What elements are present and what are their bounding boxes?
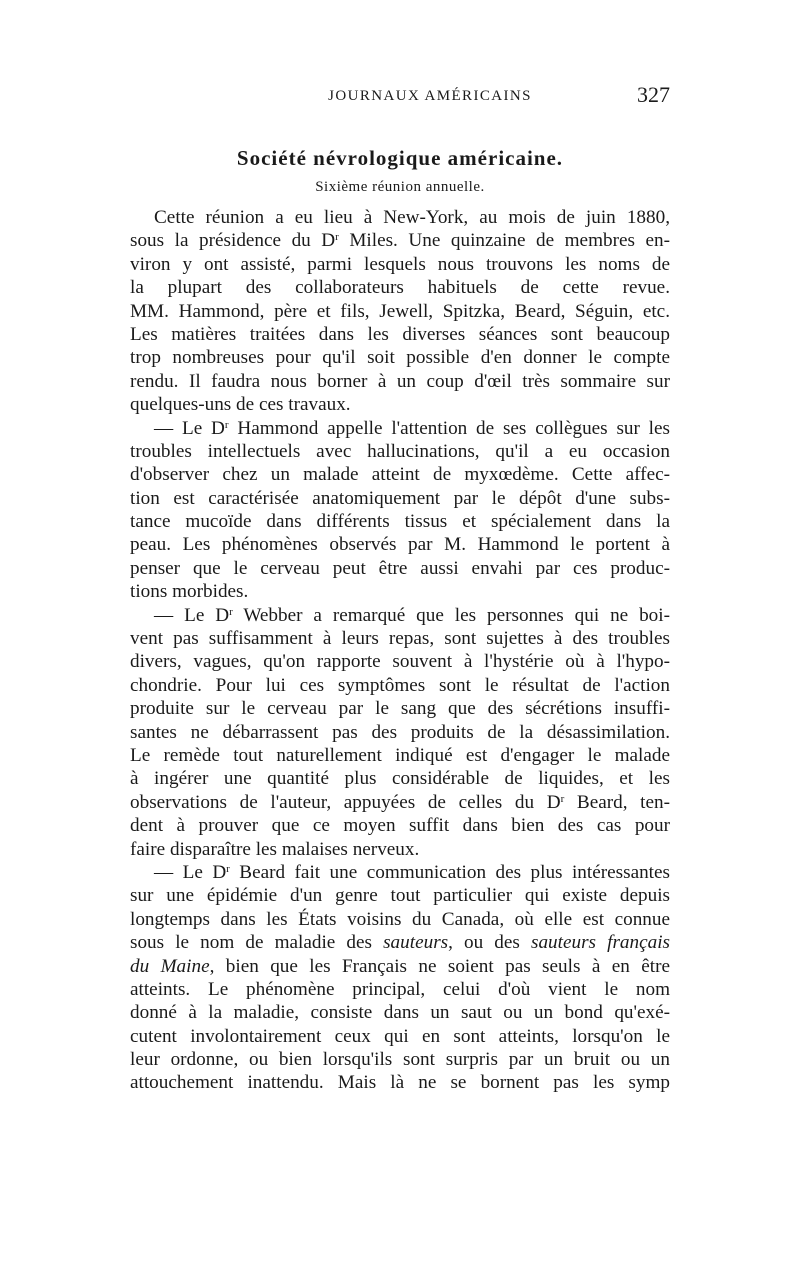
text-line: divers, vagues, qu'on rapporte souvent à l'hystérie où à l'hypo- <box>130 651 670 673</box>
text-line: Cette réunion a eu lieu à New-York, au mois de juin 1880, <box>154 207 670 228</box>
text-line: attouchement inattendu. Mais là ne se bornent pas les symp <box>130 1072 670 1094</box>
text-line: viron y ont assisté, parmi lesquels nous trouvons les noms de <box>130 253 670 275</box>
text-line: tion est caractérisée anatomiquement par le dépôt d'une subs- <box>130 487 670 509</box>
text-line: vent pas suffisamment à leurs repas, sont sujettes à des troubles <box>130 628 670 650</box>
text-line: dent à prouver que ce moyen suffit dans bien des cas pour <box>130 815 670 837</box>
text-line: cutent involontairement ceux qui en sont atteints, lorsqu'on le <box>130 1025 670 1047</box>
paragraph <box>130 861 670 1095</box>
text-line: santes ne débarrassent pas des produits de la désassimilation. <box>130 721 670 743</box>
text-line: MM. Hammond, père et fils, Jewell, Spitzka, Beard, Séguin, etc. <box>130 300 670 322</box>
text-line: — Le $D^r$ Webber a remarqué que les personnes qui ne boi- <box>154 604 670 626</box>
section-title: Société névrologique américaine. <box>236 146 564 170</box>
text-line: — Le $D^r$ Hammond appelle l'attention de ses collègues sur les <box>154 417 670 439</box>
section-subtitle: Sixième réunion annuelle. <box>315 179 485 195</box>
text-line: sous la présidence du $D^r$ Miles. Une quinzaine de membres en- <box>130 230 670 252</box>
text-line: tions morbides. <box>130 581 249 603</box>
text-line: tance mucoïde dans différents tissus et spécialement dans la <box>130 511 670 533</box>
text-line: la plupart des collaborateurs habituels de cette revue. <box>130 277 670 299</box>
text-line: du Maine, bien que les Français ne soient pas seuls à en être <box>130 955 670 977</box>
text-line: quelques-uns de ces travaux. <box>130 394 351 416</box>
text-line: faire disparaître les malaises nerveux. <box>130 838 420 860</box>
text-line: penser que le cerveau peut être aussi envahi par ces produc- <box>130 557 670 579</box>
paragraph <box>130 417 670 604</box>
text-line: longtemps dans les États voisins du Canada, où elle est connue <box>130 908 670 930</box>
paragraph <box>130 206 670 417</box>
running-head-title: JOURNAUX AMÉRICAINS <box>328 88 532 104</box>
text-line: leur ordonne, ou bien lorsqu'ils sont surpris par un bruit ou un <box>130 1049 670 1071</box>
text-line: sur une épidémie d'un genre tout particulier qui existe depuis <box>130 885 670 907</box>
text-line: à ingérer une quantité plus considérable de liquides, et les <box>130 768 670 790</box>
text-line: trop nombreuses pour qu'il soit possible d'en donner le compte <box>130 347 670 369</box>
text-line: produite sur le cerveau par le sang que des sécrétions insuffi- <box>130 698 670 720</box>
text-line: atteints. Le phénomène principal, celui d'où vient le nom <box>130 978 670 1000</box>
text-line: troubles intellectuels avec hallucinations, qu'il a eu occasion <box>130 440 670 462</box>
text-line: rendu. Il faudra nous borner à un coup d'œil très sommaire sur <box>130 370 670 392</box>
text-line: Les matières traitées dans les diverses séances sont beaucoup <box>130 323 670 345</box>
page-number: 327 <box>637 82 670 107</box>
text-line: — Le $D^r$ Beard fait une communication des plus intéressantes <box>154 861 670 883</box>
text-line: chondrie. Pour lui ces symptômes sont le résultat de l'action <box>130 674 670 696</box>
paragraph <box>130 604 670 861</box>
text-line: d'observer chez un malade atteint de myxœdème. Cette affec- <box>130 464 670 486</box>
article-body <box>130 206 670 1095</box>
text-line: observations de l'auteur, appuyées de celles du $D^r$ Beard, ten- <box>130 791 670 813</box>
text-line: sous le nom de maladie des sauteurs, ou des sauteurs français <box>130 932 670 954</box>
text-line: Le remède tout naturellement indiqué est d'engager le malade <box>130 744 670 766</box>
running-head <box>130 82 670 118</box>
page <box>130 82 670 1248</box>
text-line: donné à la maladie, consiste dans un saut ou un bond qu'exé- <box>130 1002 670 1024</box>
text-line: peau. Les phénomènes observés par M. Hammond le portent à <box>130 534 670 556</box>
